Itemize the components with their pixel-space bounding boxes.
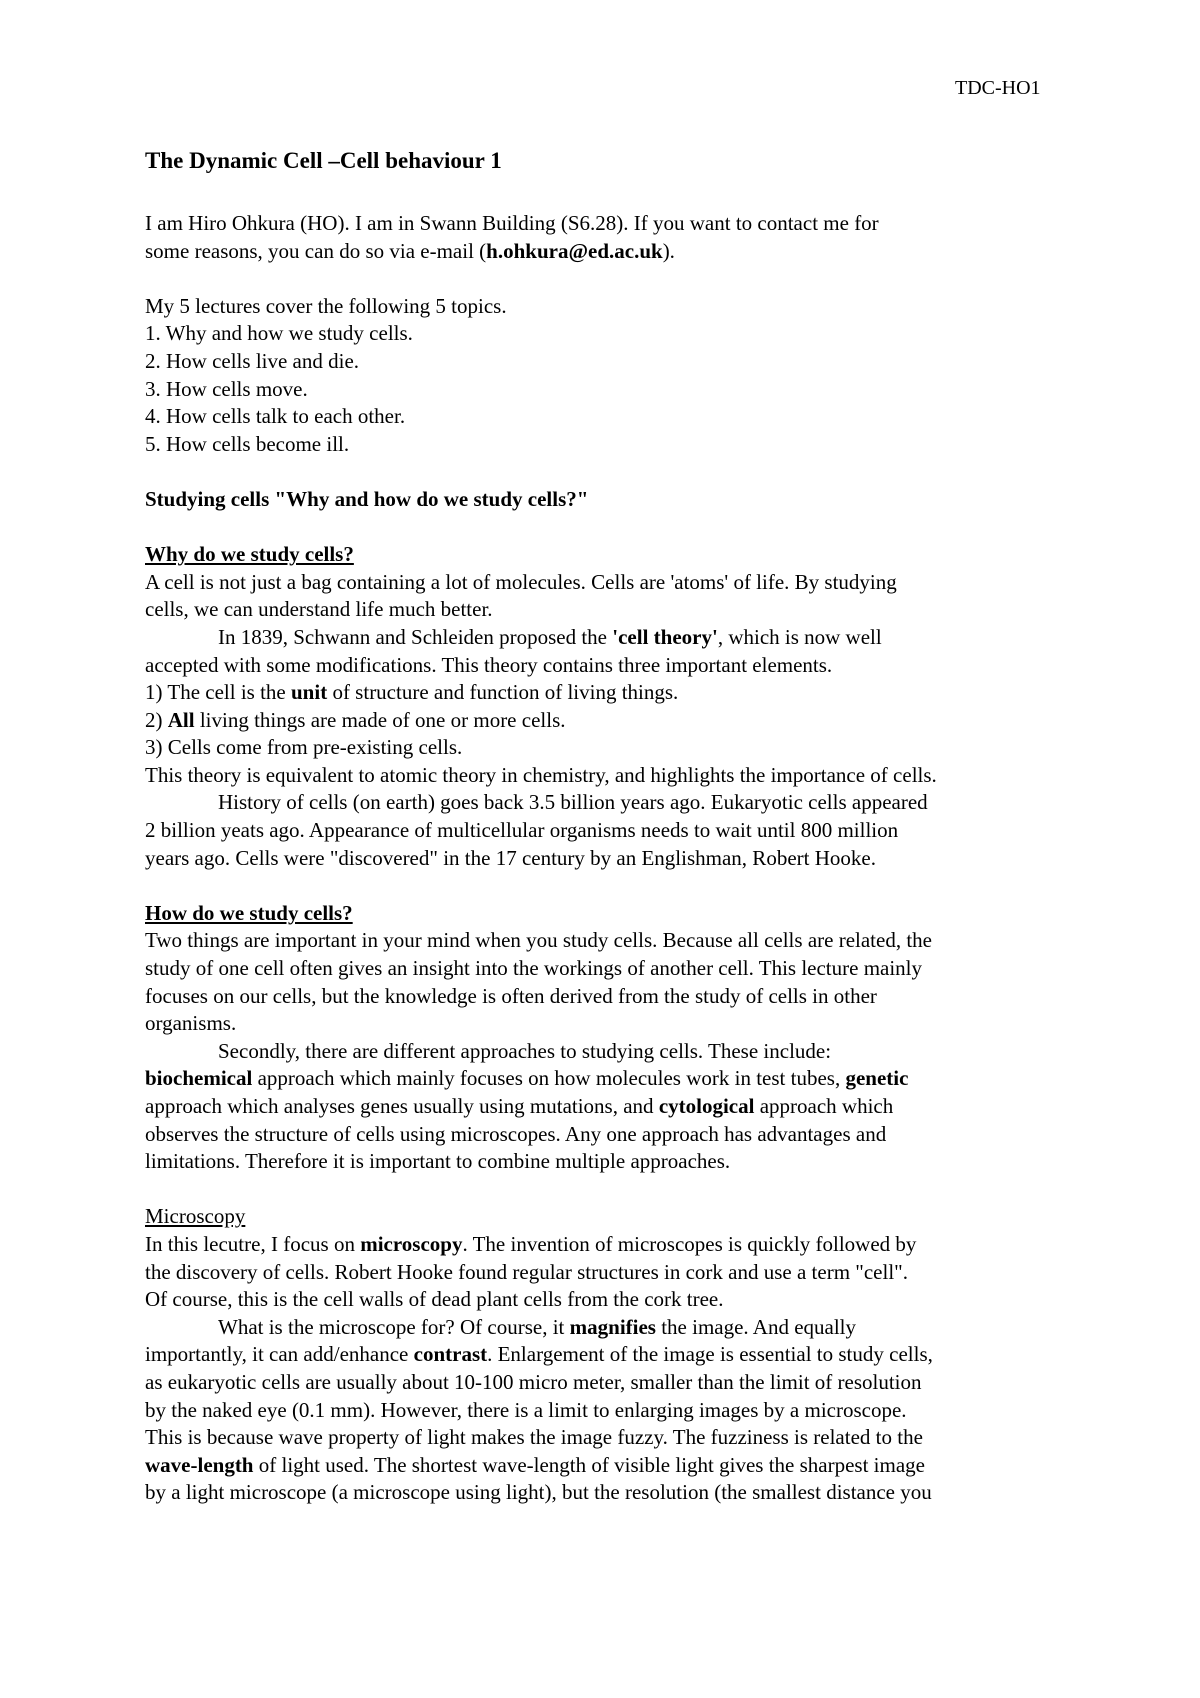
paragraph-line: This is because wave property of light makes the image fuzzy. The fuzziness is related to the bbox=[145, 1425, 923, 1450]
paragraph-line: study of one cell often gives an insight into the workings of another cell. This lecture mainly bbox=[145, 956, 923, 981]
paragraph-line: approach which analyses genes usually using mutations, and cytological approach which bbox=[145, 1094, 894, 1118]
paragraph-line: Of course, this is the cell walls of dead plant cells from the cork tree. bbox=[145, 1287, 724, 1312]
paragraph-line: History of cells (on earth) goes back 3.5 billion years ago. Eukaryotic cells appeared bbox=[218, 790, 928, 815]
section-heading: Studying cells "Why and how do we study cells?" bbox=[145, 486, 589, 511]
paragraph-line: A cell is not just a bag containing a lot of molecules. Cells are 'atoms' of life. By studying bbox=[145, 569, 897, 594]
paragraph-line: organisms. bbox=[145, 1011, 237, 1036]
paragraph-line: cells, we can understand life much better. bbox=[145, 597, 493, 622]
topics-intro: My 5 lectures cover the following 5 topics. bbox=[145, 293, 507, 318]
paragraph-line: 2 billion yeats ago. Appearance of multicellular organisms needs to wait until 800 million bbox=[145, 818, 899, 843]
intro-line: I am Hiro Ohkura (HO). I am in Swann Building (S6.28). If you want to contact me for bbox=[145, 211, 879, 235]
paragraph-line: biochemical approach which mainly focuses on how molecules work in test tubes, genetic bbox=[145, 1066, 909, 1091]
document-title: The Dynamic Cell –Cell behaviour 1 bbox=[145, 148, 502, 173]
paragraph-line: Secondly, there are different approaches to studying cells. These include: bbox=[218, 1038, 832, 1063]
topic-item: 4. How cells talk to each other. bbox=[145, 404, 406, 429]
paragraph-line: accepted with some modifications. This theory contains three important elements. bbox=[145, 652, 833, 677]
intro-line: some reasons, you can do so via e-mail (h.ohkura@ed.ac.uk). bbox=[145, 238, 675, 263]
paragraph-line: focuses on our cells, but the knowledge is often derived from the study of cells in other bbox=[145, 983, 877, 1008]
paragraph-line: wave-length of light used. The shortest wave-length of visible light gives the sharpest image bbox=[145, 1452, 925, 1477]
paragraph-line: as eukaryotic cells are usually about 10-100 micro meter, smaller than the limit of resolution bbox=[145, 1369, 922, 1394]
paragraph-line: What is the microscope for? Of course, it magnifies the image. And equally bbox=[218, 1314, 857, 1339]
theory-point: 1) The cell is the unit of structure and function of living things. bbox=[145, 680, 679, 705]
subsection-heading-why: Why do we study cells? bbox=[145, 542, 354, 567]
topic-item: 5. How cells become ill. bbox=[145, 431, 350, 456]
paragraph-line: importantly, it can add/enhance contrast. Enlargement of the image is essential to study cells, bbox=[145, 1342, 933, 1367]
topic-item: 3. How cells move. bbox=[145, 376, 308, 401]
paragraph-line: In this lecutre, I focus on microscopy. The invention of microscopes is quickly followed by bbox=[145, 1231, 917, 1256]
document-body bbox=[145, 210, 1075, 1507]
paragraph-line: Two things are important in your mind when you study cells. Because all cells are related, the bbox=[145, 928, 932, 953]
paragraph-line: In 1839, Schwann and Schleiden proposed the 'cell theory', which is now well bbox=[218, 624, 882, 649]
paragraph-line: limitations. Therefore it is important to combine multiple approaches. bbox=[145, 1149, 731, 1174]
subsection-heading-microscopy: Microscopy bbox=[145, 1204, 246, 1229]
paragraph-line: by the naked eye (0.1 mm). However, there is a limit to enlarging images by a microscope. bbox=[145, 1397, 907, 1422]
topic-item: 2. How cells live and die. bbox=[145, 348, 360, 373]
subsection-heading-how: How do we study cells? bbox=[145, 900, 353, 925]
theory-point: 2) All living things are made of one or more cells. bbox=[145, 707, 566, 732]
topic-item: 1. Why and how we study cells. bbox=[145, 321, 413, 346]
paragraph-line: by a light microscope (a microscope using light), but the resolution (the smallest distance you bbox=[145, 1480, 932, 1505]
term-cell-theory: 'cell theory' bbox=[612, 624, 718, 649]
paragraph-line: observes the structure of cells using microscopes. Any one approach has advantages and bbox=[145, 1121, 887, 1146]
email-address: h.ohkura@ed.ac.uk bbox=[486, 238, 663, 263]
paragraph-line: years ago. Cells were "discovered" in the 17 century by an Englishman, Robert Hooke. bbox=[145, 845, 876, 870]
paragraph-line: the discovery of cells. Robert Hooke found regular structures in cork and use a term "cell". bbox=[145, 1259, 908, 1284]
document-code: TDC-HO1 bbox=[955, 77, 1041, 99]
paragraph-line: This theory is equivalent to atomic theory in chemistry, and highlights the importance of cells. bbox=[145, 762, 937, 787]
theory-point: 3) Cells come from pre-existing cells. bbox=[145, 735, 463, 760]
